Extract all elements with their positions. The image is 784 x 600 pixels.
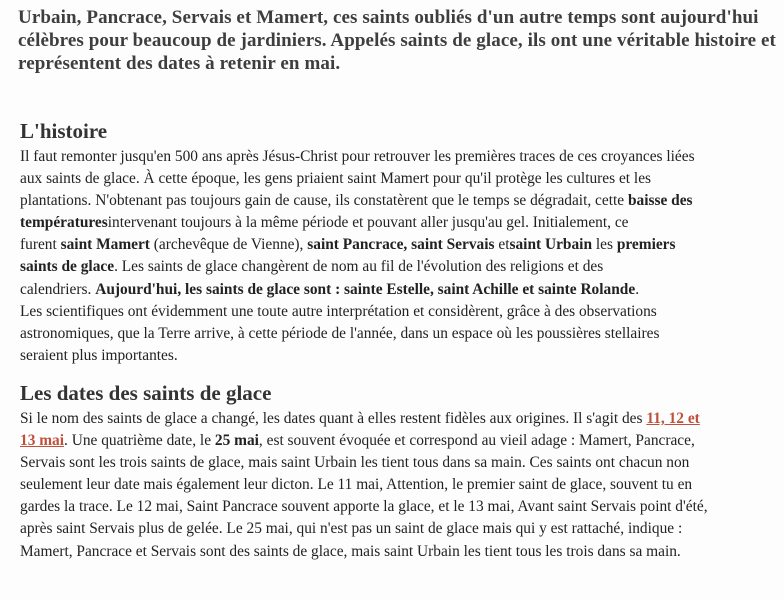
- text: gardes la trace. Le 12 mai, Saint Pancrace souvent apporte la glace, et le 13 mai, Avant saint Servais point d'été,: [20, 498, 708, 516]
- text: .: [635, 280, 640, 298]
- section-title-dates: Les dates des saints de glace: [20, 381, 272, 405]
- text: aux saints de glace. À cette époque, les gens priaient saint Mamert pour qu'il protège les cultures et les: [20, 170, 652, 188]
- paragraph-line: [20, 146, 782, 168]
- paragraph-line: [20, 496, 782, 518]
- text: furent: [20, 236, 61, 254]
- histoire-paragraph: [20, 146, 782, 367]
- text: seulement leur date mais également leur dicton. Le 11 mai, Attention, le premier saint de glace, souvent tu en: [20, 476, 693, 494]
- bold-text: baisse des: [627, 192, 693, 210]
- paragraph-line: [20, 541, 782, 563]
- paragraph-line: [20, 345, 782, 367]
- text: . Une quatrième date, le: [64, 432, 215, 450]
- text: seraient plus importantes.: [20, 346, 178, 364]
- text: Mamert, Pancrace et Servais sont des saints de glace, mais saint Urbain les tient tous les trois dans sa main.: [20, 542, 681, 560]
- text: intervenant toujours à la même période et pouvant aller jusqu'au gel. Initialement, ce: [107, 214, 629, 232]
- bold-text: températures: [20, 214, 108, 232]
- bold-text: 25 mai: [214, 432, 259, 450]
- text: après saint Servais plus de gelée. Le 25 mai, qui n'est pas un saint de glace mais qui y est rattaché, indique :: [20, 520, 683, 538]
- text: plantations. N'obtenant pas toujours gain de cause, ils constatèrent que le temps se dégradait, cette: [20, 192, 628, 210]
- paragraph-line: [20, 256, 782, 278]
- text: Il faut remonter jusqu'en 500 ans après Jésus-Christ pour retrouver les premières traces de ces croyances liées: [20, 148, 695, 165]
- bold-text: saint Pancrace, saint Servais: [307, 236, 495, 254]
- text: Les scientifiques ont évidemment une toute autre interprétation et considèrent, grâce à des observations: [20, 302, 657, 320]
- text: , est souvent évoquée et correspond au vieil adage : Mamert, Pancrace,: [258, 432, 695, 450]
- paragraph-line: [20, 212, 782, 234]
- text: calendriers.: [20, 280, 96, 298]
- text: les: [592, 236, 617, 254]
- bold-text: Aujourd'hui, les saints de glace sont : sainte Estelle, saint Achille et sainte Rolande: [95, 280, 636, 298]
- paragraph-line: [20, 279, 782, 301]
- bold-text: saint Urbain: [509, 236, 593, 254]
- bold-text: premiers: [616, 236, 676, 254]
- paragraph-line: [20, 190, 782, 212]
- dates-link-continued[interactable]: 13 mai: [20, 432, 65, 450]
- dates-link[interactable]: 11, 12 et: [646, 410, 700, 427]
- section-title-histoire: L'histoire: [20, 119, 108, 143]
- text: et: [494, 236, 510, 254]
- lead-paragraph: Urbain, Pancrace, Servais et Mamert, ces saints oubliés d'un autre temps sont aujourd'hui célèbres pour beaucoup de jardiniers. Appelés saints de glace, ils ont une véritable histoire et représentent des dates à retenir en mai.: [18, 7, 776, 74]
- paragraph-line: [20, 518, 782, 540]
- paragraph-line: [20, 474, 782, 496]
- text: . Les saints de glace changèrent de nom au fil de l'évolution des religions et des: [114, 258, 604, 276]
- bold-text: saint Mamert: [60, 236, 150, 254]
- paragraph-line: [20, 323, 782, 345]
- bold-text: saints de glace: [20, 258, 115, 276]
- paragraph-line: [20, 408, 782, 430]
- paragraph-line: [20, 301, 782, 323]
- text: astronomiques, que la Terre arrive, à cette période de l'année, dans un espace où les poussières stellaires: [20, 324, 660, 342]
- text: Si le nom des saints de glace a changé, les dates quant à elles restent fidèles aux origines. Il s'agit des: [20, 410, 647, 427]
- text: (archevêque de Vienne),: [149, 236, 308, 254]
- paragraph-line: [20, 234, 782, 256]
- paragraph-line: [20, 168, 782, 190]
- text: Servais sont les trois saints de glace, mais saint Urbain les tient tous dans sa main. Ces saints ont chacun non: [20, 454, 690, 472]
- paragraph-line: [20, 452, 782, 474]
- paragraph-line: [20, 430, 782, 452]
- dates-paragraph: [20, 408, 782, 563]
